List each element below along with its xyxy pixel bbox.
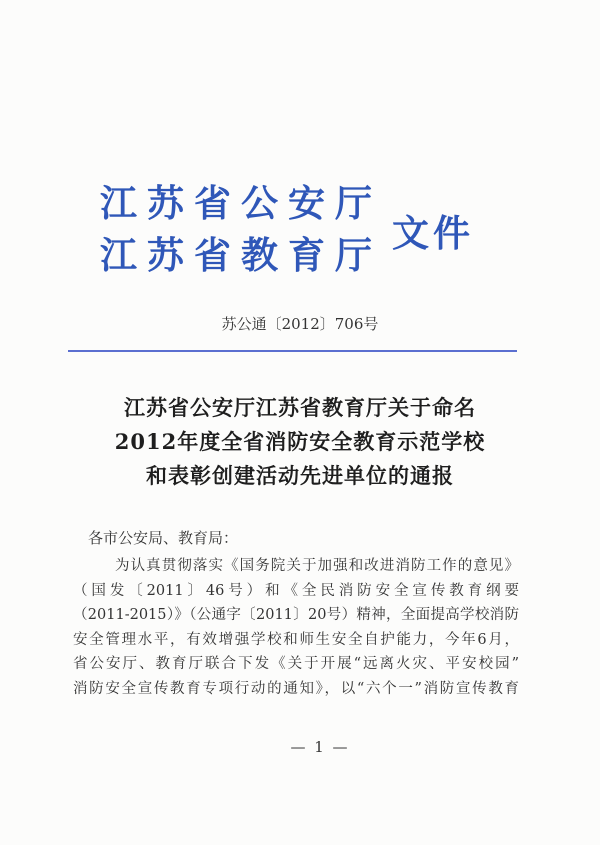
body-line: 为认真贯彻落实《国务院关于加强和改进消防工作的意见》 [115,558,519,574]
body-line: （2011-2015）》（公通字〔2011〕20号）精神，全面提高学校消防 [73,607,519,624]
body-line: 安全管理水平，有效增强学校和师生安全自护能力，今年6月， [73,631,519,648]
body-line: （国发〔2011〕46号）和《全民消防安全宣传教育纲要 [73,582,519,599]
issuer-block [100,178,382,282]
header-divider [68,350,517,352]
body-line: 省公安厅、教育厅联合下发《关于开展“远离火灾、平安校园” [73,656,519,673]
document-title [0,391,600,493]
issuer-name-public-security: 江苏省公安厅 [100,182,382,225]
title-line: 江苏省公安厅江苏省教育厅关于命名 [124,395,476,420]
document-number: 苏公通〔2012〕706号 [221,315,379,333]
issuer-suffix: 文件 [392,212,474,255]
title-line: 和表彰创建活动先进单位的通报 [146,463,454,488]
issuer-name-education: 江苏省教育厅 [100,234,382,277]
salutation: 各市公安局、教育局： [88,529,239,547]
body-line: 消防安全宣传教育专项行动的通知》，以“六个一”消防宣传教育 [73,680,519,697]
title-line: 2012年度全省消防安全教育示范学校 [114,429,486,454]
body-text [73,554,519,702]
page-number: — 1 — [290,738,350,756]
